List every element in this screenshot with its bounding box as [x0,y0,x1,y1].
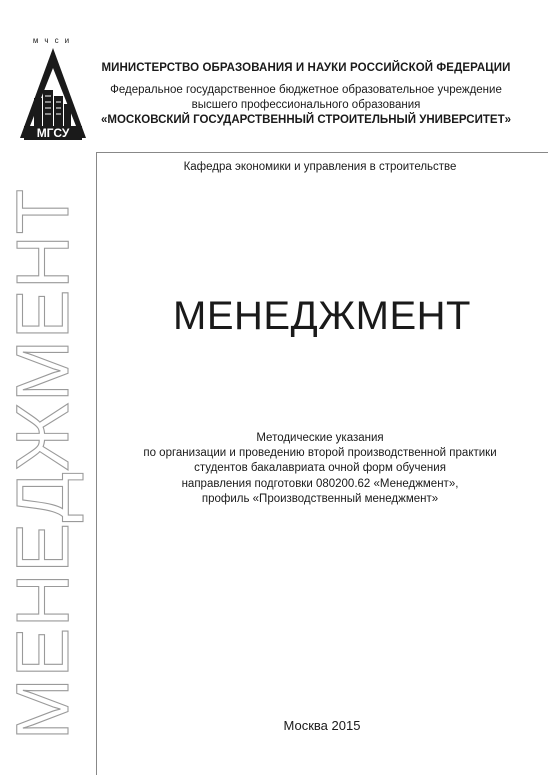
institution-line-2: высшего профессионального образования [191,99,421,111]
horizontal-divider [96,152,548,153]
description-line-5: профиль «Производственный менеджмент» [201,493,439,505]
description-line-2: по организации и проведению второй производственной практики [143,447,497,459]
logo-emblem-icon [16,46,90,140]
logo-name: МГСУ [36,126,70,140]
spine-title-area [1,168,84,760]
ministry-title: МИНИСТЕРСТВО ОБРАЗОВАНИЯ И НАУКИ РОССИЙСКОЙ ФЕДЕРАЦИИ [101,62,511,74]
logo-top-text: мчси [32,36,76,45]
city-year: Москва 2015 [283,718,361,733]
spine-title: МЕНЕДЖМЕНТ [1,188,84,740]
description-line-4: направления подготовки 080200.62 «Менеджмент», [181,478,459,490]
department-name: Кафедра экономики и управления в строительстве [183,161,457,173]
description-line-1: Методические указания [256,432,384,444]
description-line-3: студентов бакалавриата очной форм обучения [194,462,446,474]
institution-line-3: «МОСКОВСКИЙ ГОСУДАРСТВЕННЫЙ СТРОИТЕЛЬНЫЙ УНИВЕРСИТЕТ» [101,114,511,126]
university-logo [16,36,90,138]
institution-line-1: Федеральное государственное бюджетное образовательное учреждение [110,84,502,96]
vertical-divider [96,152,97,775]
document-title: МЕНЕДЖМЕНТ [173,294,471,338]
